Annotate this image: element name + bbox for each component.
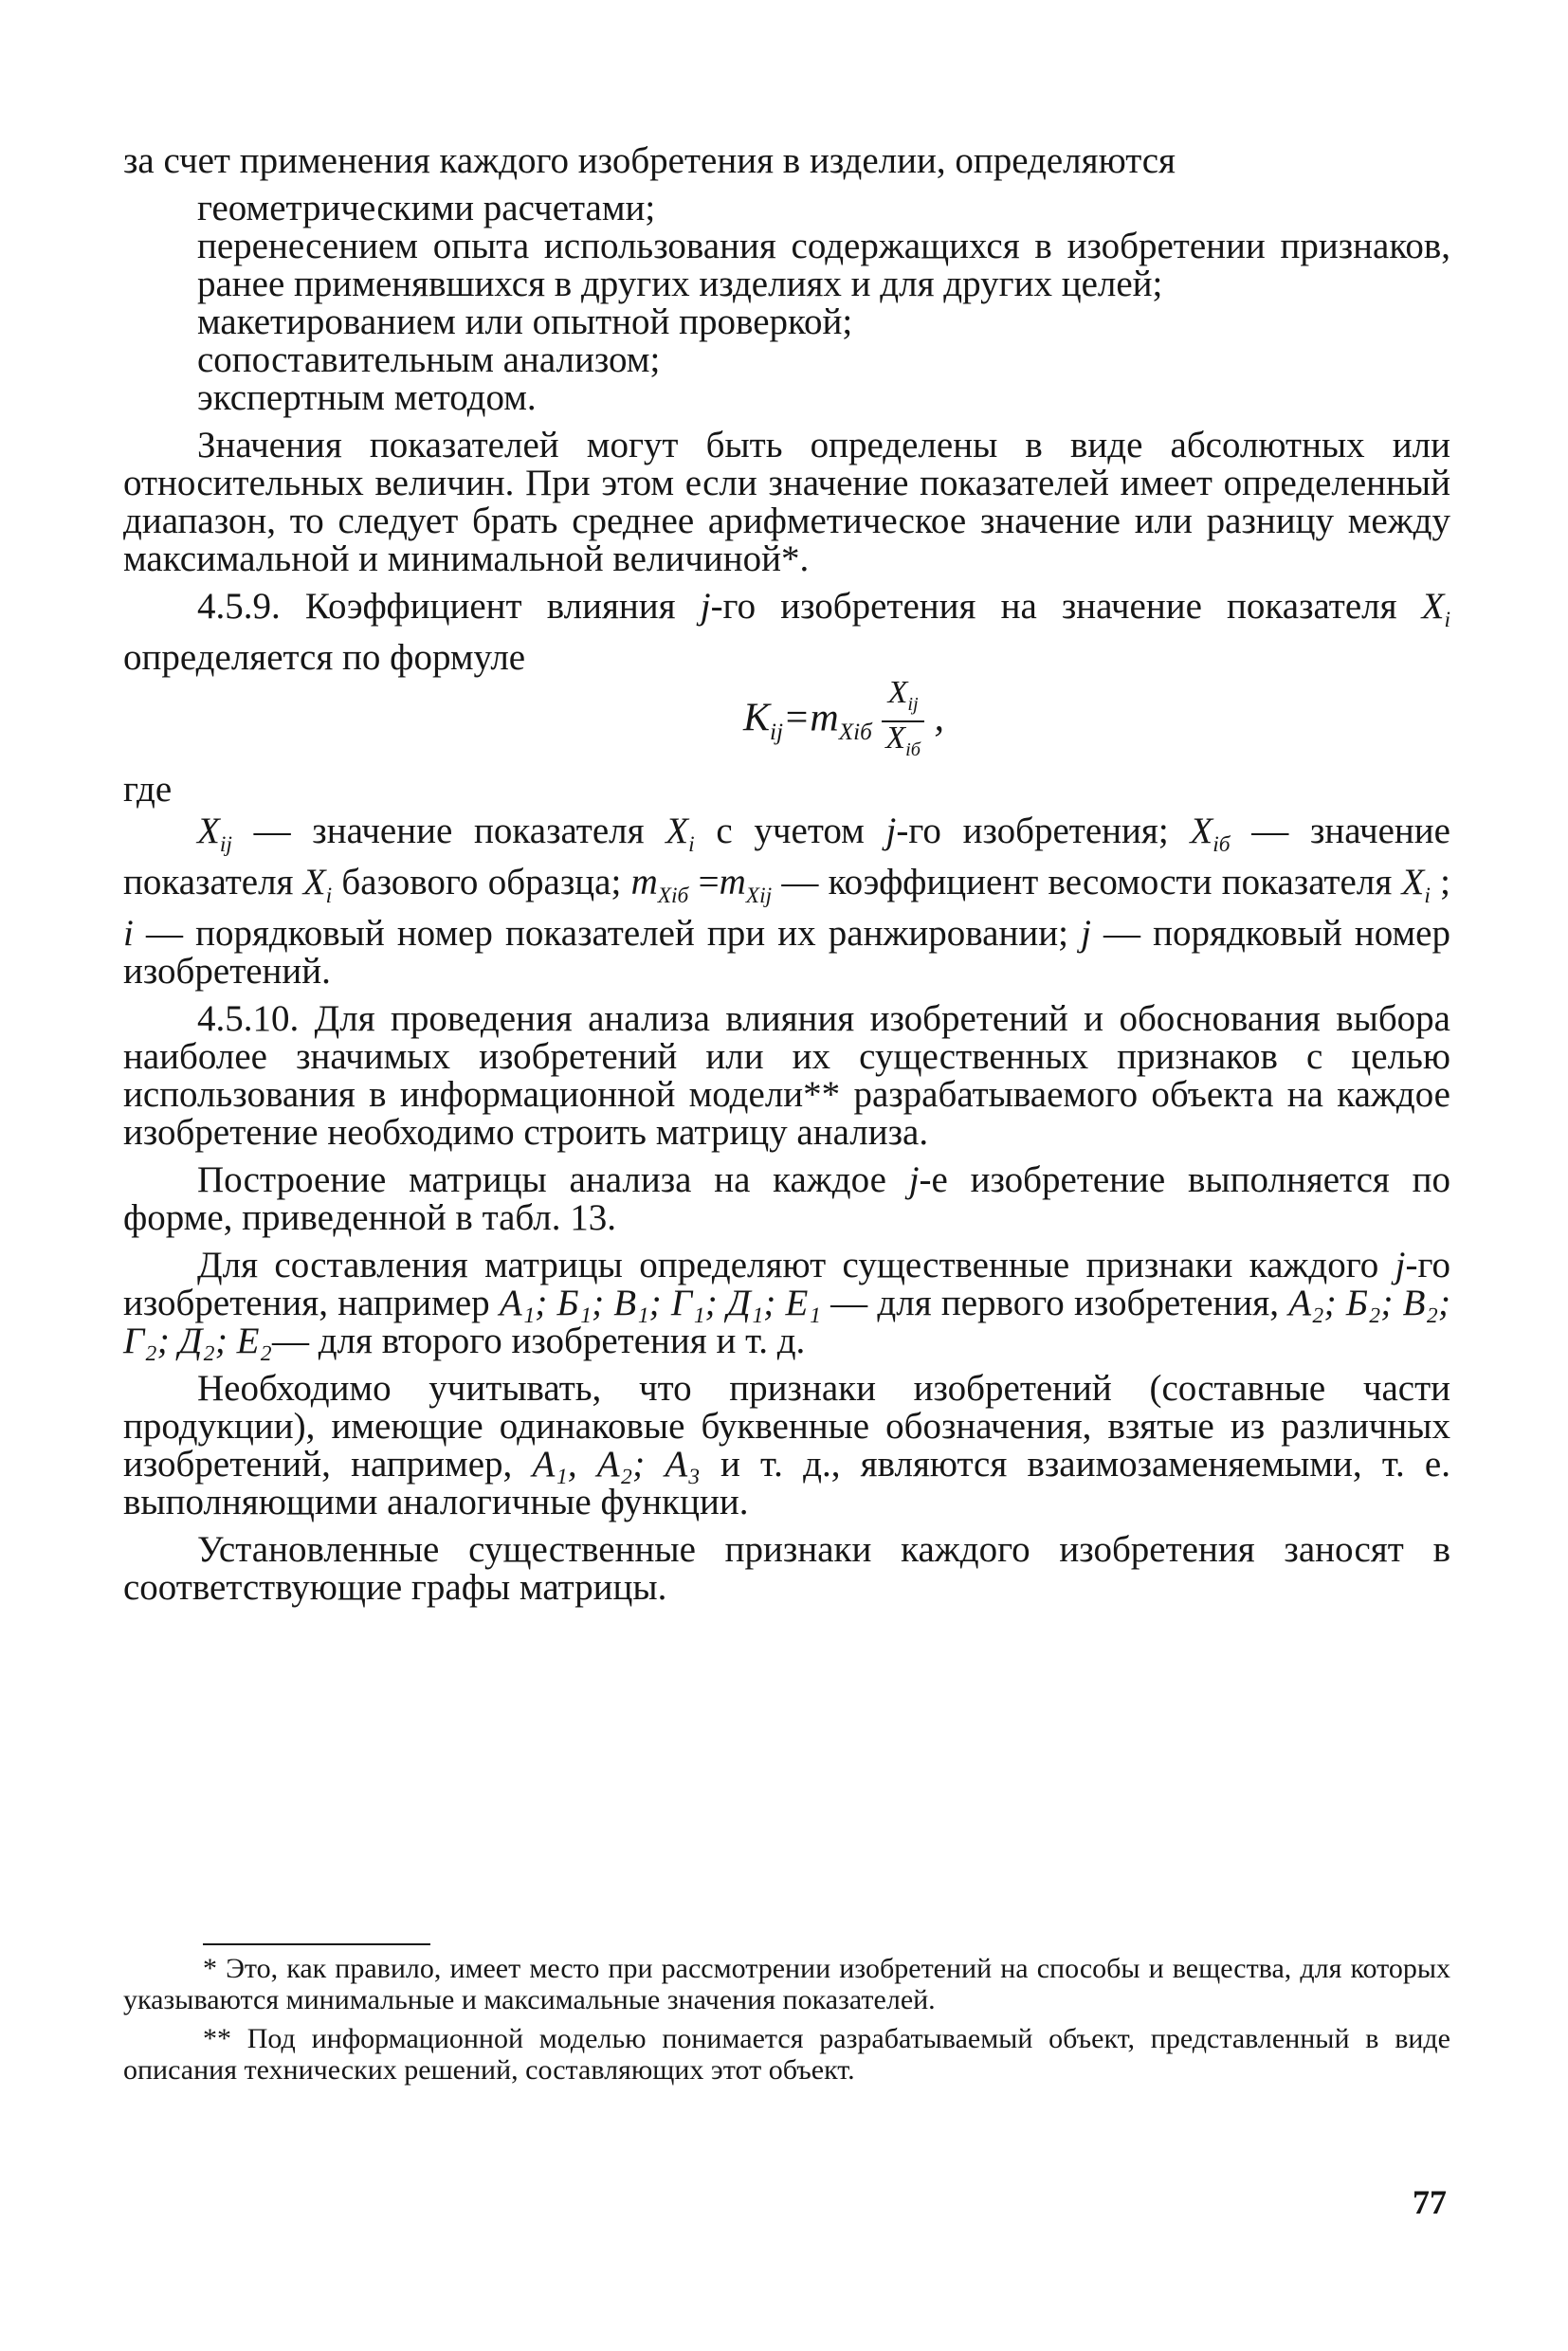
- list-item-transfer: перенесением опыта использования содержащихся в изобретении признаков, ранее применявшихся в других изделиях и для других целей;: [197, 226, 1450, 304]
- paragraph-4-5-10: 4.5.10. Для проведения анализа влияния изобретений и обоснования выбора наиболее значимых изобретений или их существенных признаков с целью использования в информационной модели** разрабатываемого объекта на каждое изобретение необходимо строить матрицу анализа.: [123, 997, 1450, 1153]
- paragraph-definitions: $X_{ij}$ — значение показателя $X_i$ с учетом j-го изобретения; $X_{iб}$ — значение показателя $X_i$ базового образца; $m_{Xiб} =m_{Xij}$ — коэффициент весомости показателя $X_i$ ; i — порядковый номер показателей при их ранжировании; j — порядковый номер изобретений.: [123, 811, 1451, 992]
- footnote-1: * Это, как правило, имеет место при рассмотрении изобретений на способы и вещества, для которых указываются минимальные и максимальные значения показателей.: [123, 1953, 1450, 2015]
- formula-fraction: $\frac{X_{ij}}{X_{iб}}$: [882, 677, 924, 766]
- main-text: [123, 142, 1450, 1616]
- paragraph-established: Установленные существенные признаки каждого изобретения заносят в соответствующие графы матрицы.: [123, 1528, 1450, 1608]
- footnote-divider: [203, 1943, 430, 1945]
- formula-kij: $K_{ij}=m_{Xiб}$ $\frac{X_{ij}}{X_{iб}}$ ,: [123, 677, 1450, 766]
- list-item-comparative: сопоставительным анализом;: [197, 339, 661, 380]
- paragraph-4-5-9: 4.5.9. Коэффициент влияния j-го изобретения на значение показателя $X_i$ определяется по формуле: [123, 586, 1450, 678]
- list-item-mockup: макетированием или опытной проверкой;: [197, 301, 853, 342]
- paragraph-matrix-construction: Построение матрицы анализа на каждое j-е изобретение выполняется по форме, приведенной в табл. 13.: [123, 1158, 1450, 1238]
- where-label: где: [123, 769, 173, 811]
- list-item-geometric: геометрическими расчетами;: [197, 188, 656, 228]
- paragraph-features: Для составления матрицы определяют существенные признаки каждого j-го изобретения, например А₁; Б₁; В₁; Г₁; Д₁; Е₁ — для первого изобретения, А₂; Б₂; В₂; Г₂; Д₂; Е₂— для второго изобретения и т. д.: [123, 1244, 1450, 1361]
- paragraph-interchangeable: Необходимо учитывать, что признаки изобретений (составные части продукции), имеющие одинаковые буквенные обозначения, взятые из различных изобретений, например, А₁, А₂; А₃ и т. д., являются взаимозаменяемыми, т. е. выполняющими аналогичные функции.: [123, 1367, 1450, 1522]
- page-number: 77: [1413, 2183, 1447, 2221]
- footnotes: [123, 1953, 1450, 2093]
- footnote-2: ** Под информационной моделью понимается разрабатываемый объект, представленный в виде описания технических решений, составляющих этот объект.: [123, 2023, 1450, 2086]
- paragraph-values: Значения показателей могут быть определены в виде абсолютных или относительных величин. При этом если значение показателей имеет определенный диапазон, то следует брать среднее арифметическое значение или разницу между максимальной и минимальной величиной*.: [123, 425, 1450, 579]
- list-item-expert: экспертным методом.: [197, 377, 537, 418]
- paragraph-intro: за счет применения каждого изобретения в изделии, определяются: [123, 140, 1176, 181]
